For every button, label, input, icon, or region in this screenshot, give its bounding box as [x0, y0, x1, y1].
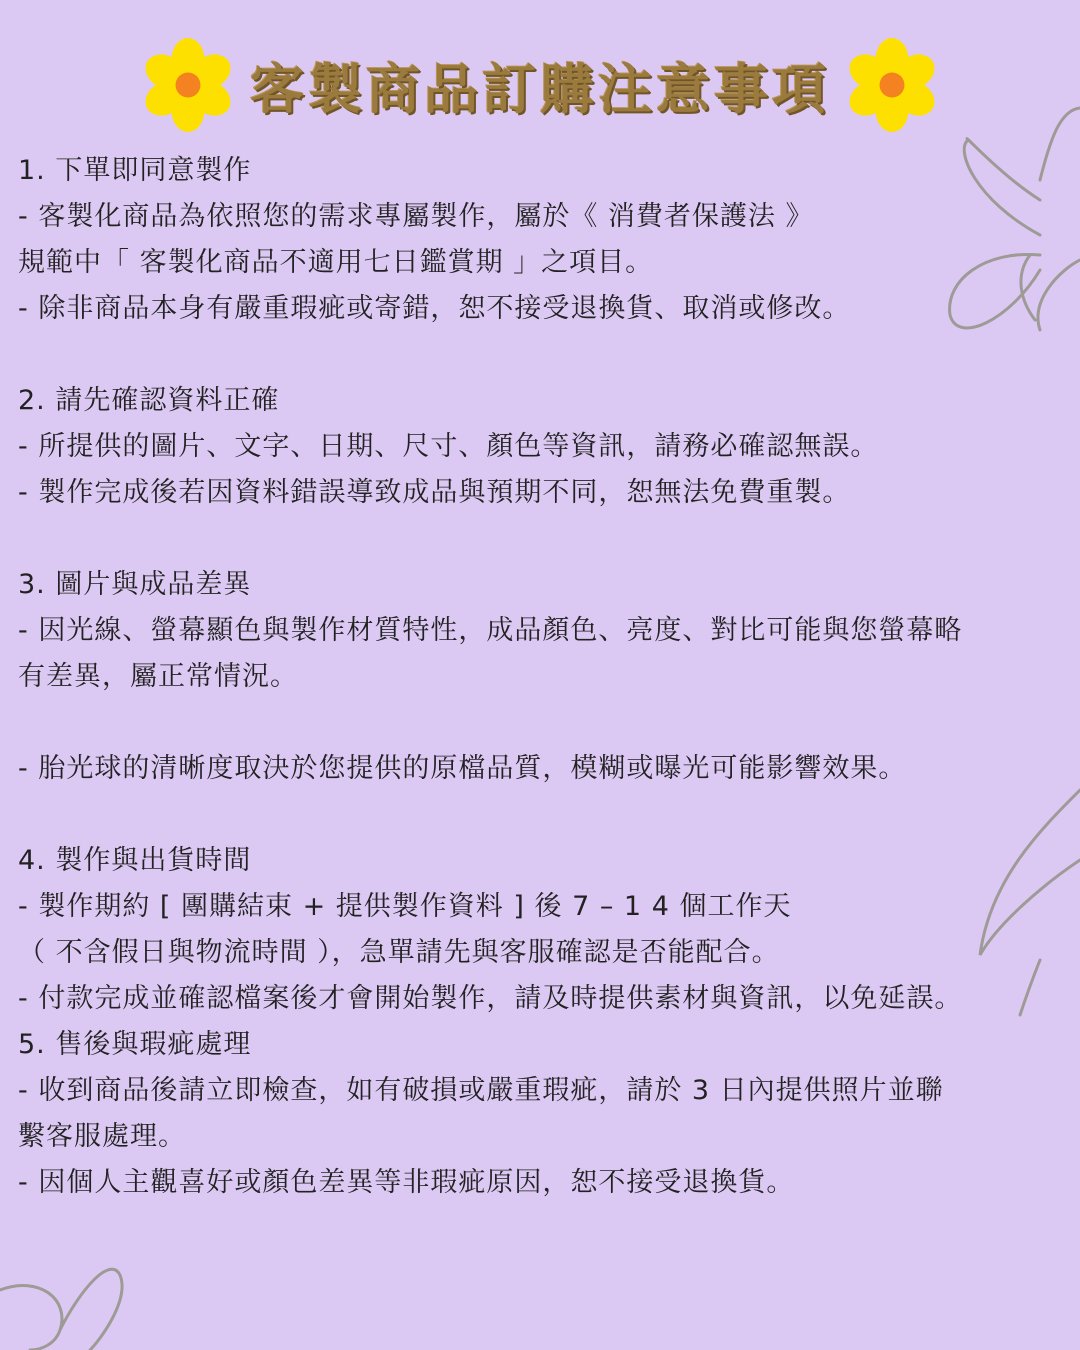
header: [0, 30, 1080, 140]
outline-heart-icon: [0, 1269, 122, 1350]
section-text: 繫客服處理。: [18, 1121, 186, 1152]
section-heading: 2. 請先確認資料正確: [18, 385, 280, 416]
section-text: [18, 700, 1068, 746]
section-heading: 1. 下單即同意製作: [18, 155, 252, 186]
section-text: - 製作完成後若因資料錯誤導致成品與預期不同，恕無法免費重製。: [18, 477, 851, 508]
section-text: 有差異，屬正常情況。: [18, 661, 298, 692]
section-text: - 除非商品本身有嚴重瑕疵或寄錯，恕不接受退換貨、取消或修改。: [18, 293, 851, 324]
section-text: - 客製化商品為依照您的需求專屬製作，屬於《 消費者保護法 》: [18, 201, 814, 232]
section-text: - 胎光球的清晰度取決於您提供的原檔品質，模糊或曝光可能影響效果。: [18, 753, 907, 784]
section-text: - 收到商品後請立即檢查，如有破損或嚴重瑕疵，請於 3 日內提供照片並聯: [18, 1075, 944, 1106]
section-text: 規範中「 客製化商品不適用七日鑑賞期 」之項目。: [18, 247, 654, 278]
section-text: - 因光線、螢幕顯色與製作材質特性，成品顏色、亮度、對比可能與您螢幕略: [18, 615, 963, 646]
section-text: - 製作期約 [ 團購結束 + 提供製作資料 ] 後 7 – 1 4 個工作天: [18, 891, 792, 922]
yellow-flower-icon: [844, 37, 940, 133]
section-text: - 所提供的圖片、文字、日期、尺寸、顏色等資訊，請務必確認無誤。: [18, 431, 879, 462]
section-text: （ 不含假日與物流時間 ），急單請先與客服確認是否能配合。: [18, 937, 780, 968]
section-text: - 因個人主觀喜好或顏色差異等非瑕疵原因，恕不接受退換貨。: [18, 1167, 795, 1198]
section-heading: 5. 售後與瑕疵處理: [18, 1029, 252, 1060]
section-heading: 4. 製作與出貨時間: [18, 845, 252, 876]
page-title: 客製商品訂購注意事項: [250, 57, 830, 121]
yellow-flower-icon: [140, 37, 236, 133]
section-text: - 付款完成並確認檔案後才會開始製作，請及時提供素材與資訊，以免延誤。: [18, 983, 963, 1014]
section-heading: 3. 圖片與成品差異: [18, 569, 252, 600]
notice-content: [18, 148, 1068, 1206]
